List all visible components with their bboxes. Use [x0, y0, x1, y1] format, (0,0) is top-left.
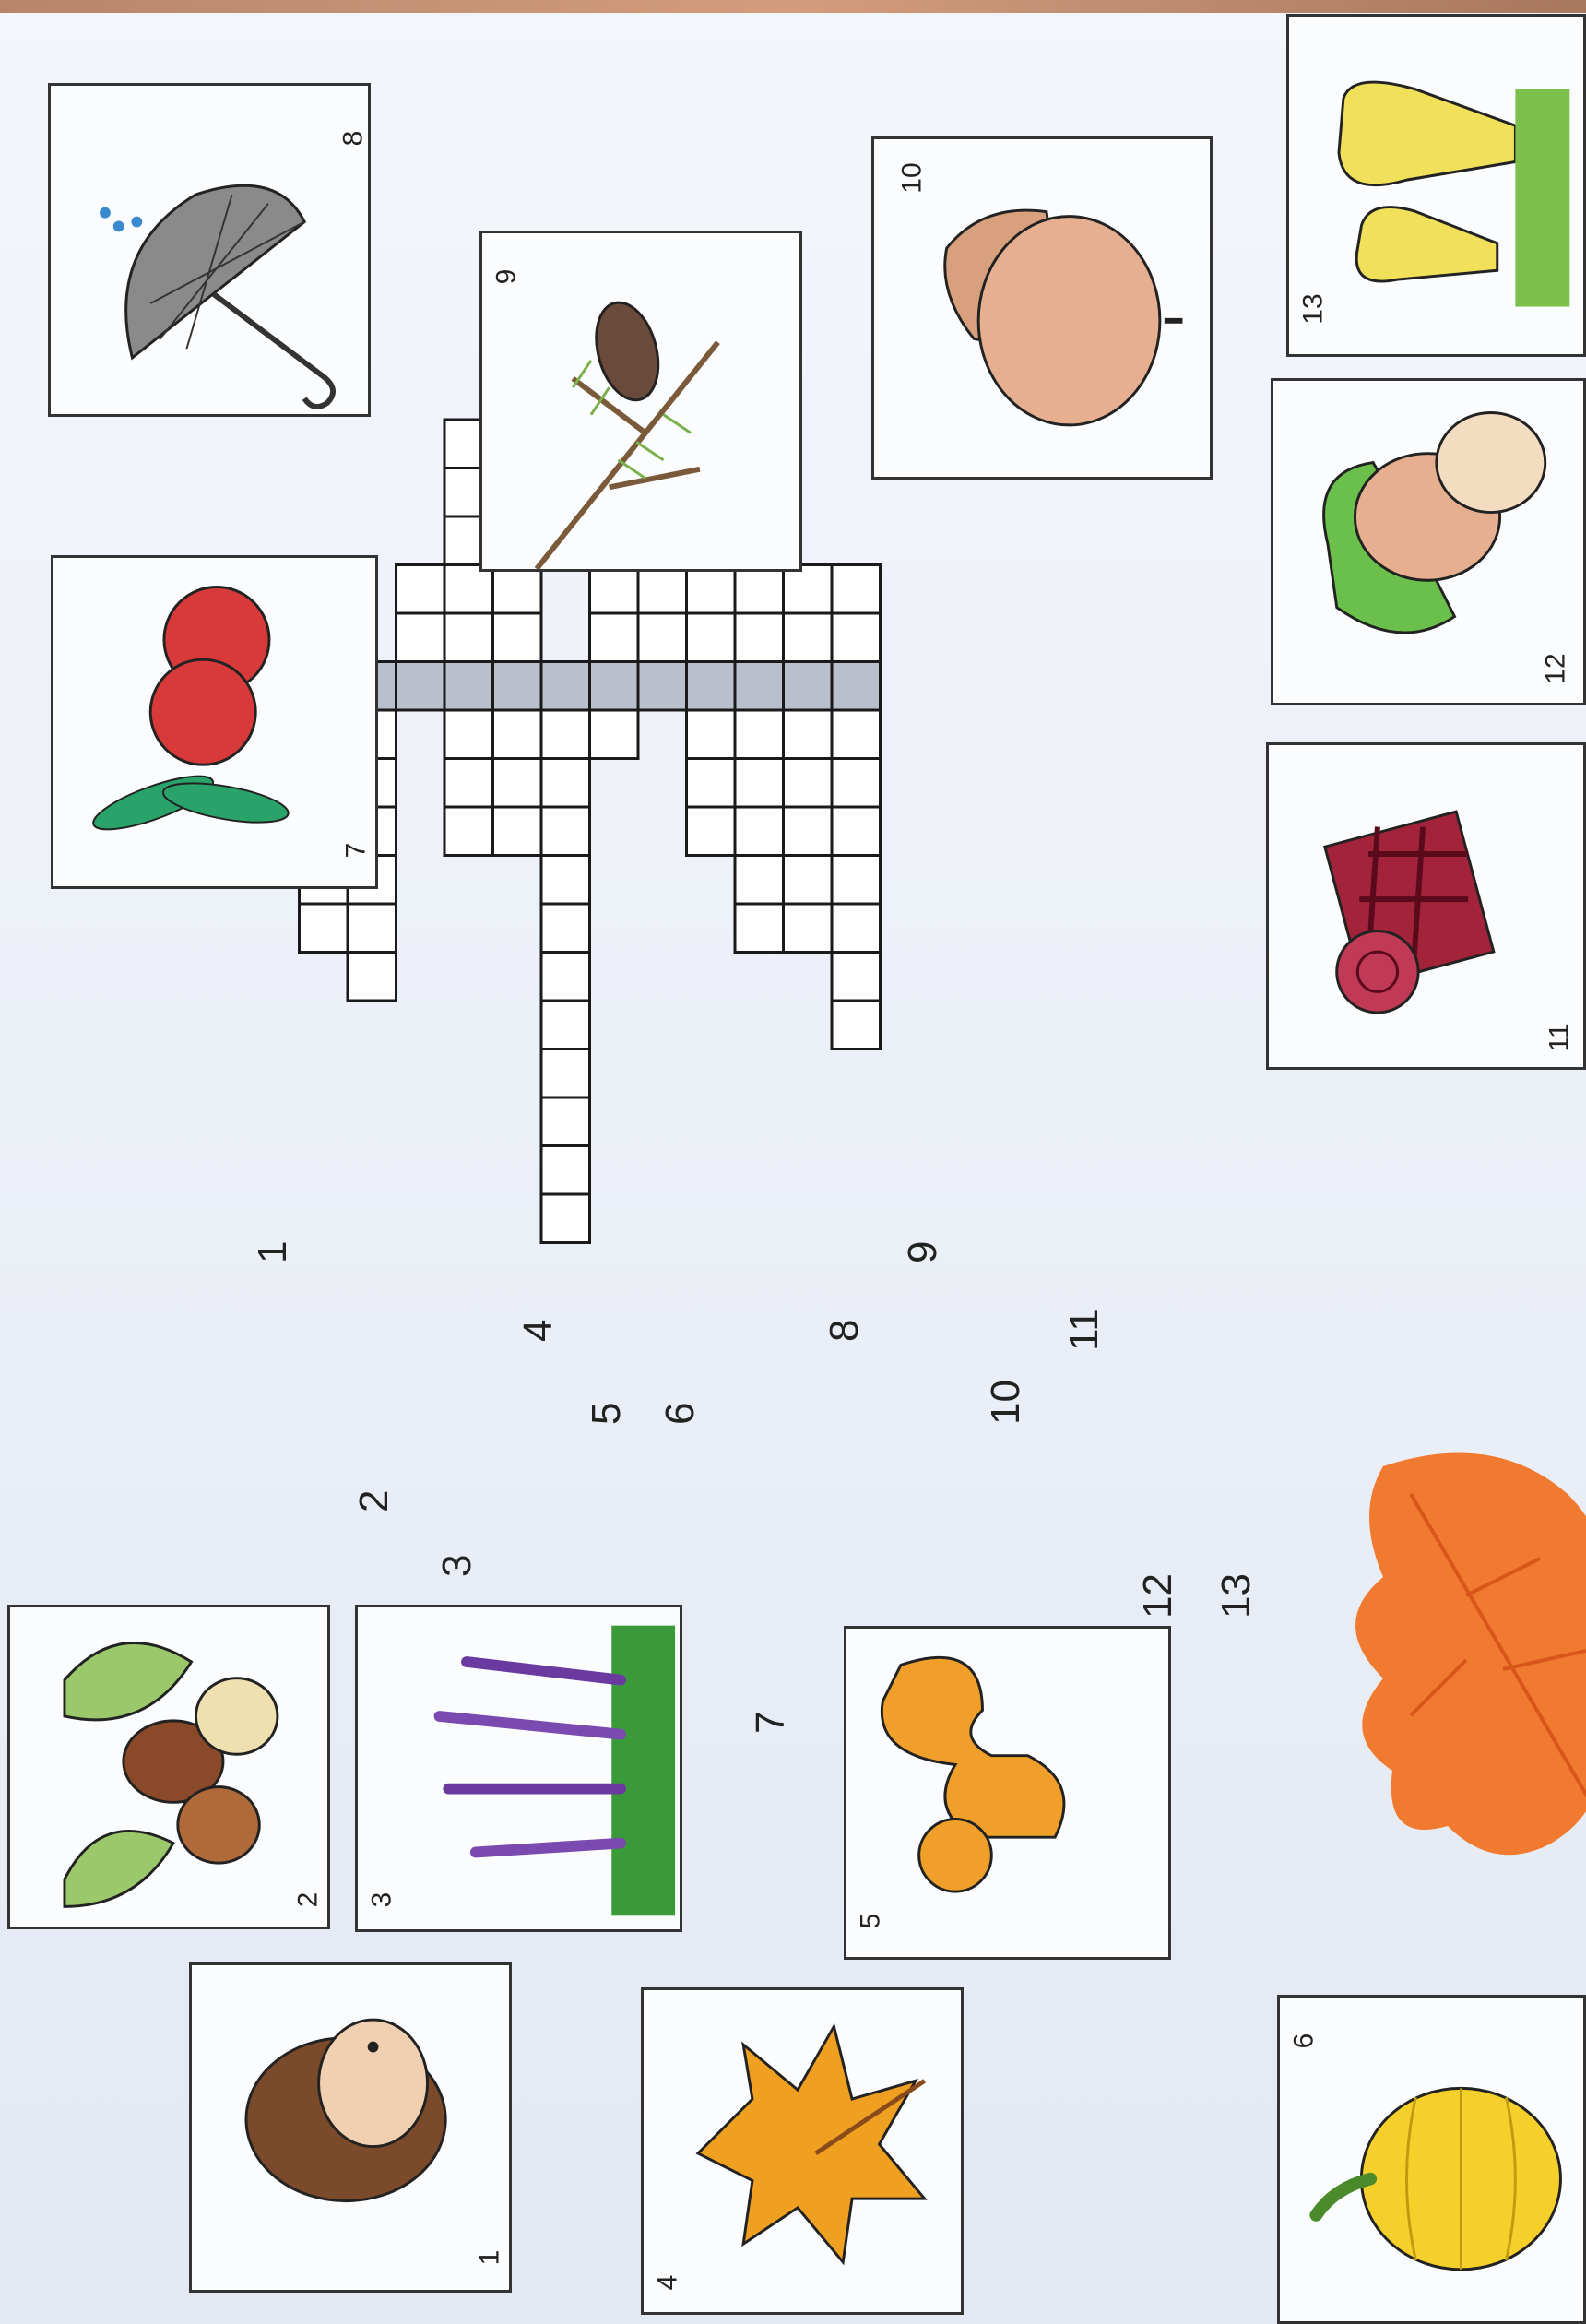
- crossword-cell[interactable]: [784, 565, 833, 614]
- hazelnuts-icon: [10, 1607, 327, 1927]
- crossword-cell[interactable]: [541, 1097, 590, 1146]
- clue-number-4: 4: [515, 1319, 561, 1342]
- oak-leaf-decoration: [1328, 1439, 1586, 1863]
- clue-number-3: 3: [434, 1554, 479, 1577]
- card-number: 2: [292, 1891, 324, 1908]
- crossword-cell[interactable]: [493, 662, 542, 711]
- clue-number-11: 11: [1061, 1309, 1107, 1351]
- card-number: 7: [340, 842, 372, 859]
- picture-card-5: [844, 1626, 1171, 1960]
- crossword-cell[interactable]: [784, 662, 833, 711]
- clue-number-1: 1: [250, 1240, 295, 1263]
- crossword-cell[interactable]: [687, 613, 736, 662]
- scarf-icon: [1269, 745, 1583, 1067]
- crossword-cell[interactable]: [784, 807, 833, 856]
- picture-card-2: [7, 1605, 330, 1929]
- crossword-cell[interactable]: [541, 759, 590, 808]
- picture-card-3: [355, 1605, 682, 1932]
- crossword-cell[interactable]: [638, 565, 687, 614]
- crossword-cell[interactable]: [735, 807, 784, 856]
- card-number: 8: [337, 130, 369, 147]
- card-number: 1: [474, 2249, 505, 2266]
- crossword-cell[interactable]: [541, 904, 590, 953]
- card-number: 11: [1544, 1023, 1575, 1052]
- umbrella-icon: [51, 86, 368, 414]
- crossword-cell[interactable]: [735, 565, 784, 614]
- crossword-cell[interactable]: [493, 565, 542, 614]
- crossword-cell[interactable]: [541, 710, 590, 759]
- crossword-cell[interactable]: [832, 710, 881, 759]
- pine-branch-icon: [482, 233, 799, 569]
- picture-card-10: [871, 136, 1213, 480]
- crossword-cell[interactable]: [541, 807, 590, 856]
- crossword-cell[interactable]: [541, 1049, 590, 1098]
- crossword-cell[interactable]: [348, 904, 396, 953]
- squirrel-icon: [846, 1629, 1168, 1957]
- crossword-cell[interactable]: [541, 1194, 590, 1243]
- crossword-cell[interactable]: [687, 662, 736, 711]
- crossword-cell[interactable]: [832, 565, 881, 614]
- crossword-cell[interactable]: [784, 613, 833, 662]
- picture-card-11: [1266, 742, 1586, 1070]
- picture-card-13: [1286, 14, 1586, 357]
- crossword-cell[interactable]: [493, 613, 542, 662]
- card-number: 12: [1540, 653, 1571, 684]
- acorn-icon: [874, 139, 1210, 477]
- crossword-cell[interactable]: [590, 565, 639, 614]
- crossword-cell[interactable]: [687, 807, 736, 856]
- picture-card-7: [51, 555, 378, 889]
- crossword-cell[interactable]: [444, 710, 493, 759]
- card-number: 9: [491, 268, 522, 285]
- hedgehog-icon: [192, 1965, 509, 2290]
- clue-number-5: 5: [584, 1402, 629, 1425]
- crossword-cell[interactable]: [832, 613, 881, 662]
- crossword-cell[interactable]: [541, 1001, 590, 1049]
- crossword-cell[interactable]: [687, 710, 736, 759]
- clue-number-6: 6: [657, 1402, 703, 1425]
- crossword-cell[interactable]: [444, 807, 493, 856]
- maple-leaf-icon: [644, 1990, 961, 2312]
- crossword-cell[interactable]: [444, 662, 493, 711]
- crossword-cell[interactable]: [444, 613, 493, 662]
- card-number: 5: [855, 1913, 886, 1929]
- picture-card-8: [48, 83, 371, 417]
- crossword-cell[interactable]: [832, 904, 881, 953]
- crossword-cell[interactable]: [832, 807, 881, 856]
- crossword-cell[interactable]: [832, 662, 881, 711]
- crossword-cell[interactable]: [590, 662, 639, 711]
- crossword-cell[interactable]: [832, 759, 881, 808]
- crossword-cell[interactable]: [493, 710, 542, 759]
- crossword-cell[interactable]: [590, 710, 639, 759]
- clue-number-12: 12: [1135, 1573, 1180, 1618]
- picture-card-12: [1271, 378, 1586, 706]
- crossword-cell[interactable]: [687, 565, 736, 614]
- card-number: 10: [896, 162, 928, 194]
- crossword-cell[interactable]: [396, 565, 445, 614]
- pumpkin-icon: [1280, 1998, 1583, 2321]
- crossword-cell[interactable]: [541, 953, 590, 1002]
- card-number: 6: [1288, 2033, 1320, 2049]
- clue-number-10: 10: [983, 1380, 1028, 1425]
- chanterelle-mushroom-icon: [1289, 17, 1583, 354]
- crossword-cell[interactable]: [832, 856, 881, 905]
- crossword-cell[interactable]: [784, 759, 833, 808]
- crossword-cell[interactable]: [396, 662, 445, 711]
- rowan-berries-icon: [53, 558, 375, 886]
- clue-number-13: 13: [1213, 1573, 1259, 1618]
- crossword-cell[interactable]: [735, 662, 784, 711]
- crossword-cell[interactable]: [687, 759, 736, 808]
- card-number: 4: [652, 2274, 683, 2291]
- clue-number-8: 8: [822, 1319, 867, 1342]
- crossword-cell[interactable]: [348, 953, 396, 1002]
- crossword-cell[interactable]: [638, 613, 687, 662]
- crossword-cell[interactable]: [396, 613, 445, 662]
- clue-number-7: 7: [748, 1711, 793, 1734]
- crossword-cell[interactable]: [300, 904, 349, 953]
- crossword-cell[interactable]: [832, 953, 881, 1002]
- picture-card-4: [641, 1987, 964, 2315]
- clue-number-2: 2: [351, 1489, 396, 1512]
- crossword-cell[interactable]: [784, 710, 833, 759]
- crossword-cell[interactable]: [735, 613, 784, 662]
- crossword-cell[interactable]: [735, 759, 784, 808]
- crossword-cell[interactable]: [784, 904, 833, 953]
- crossword-cell[interactable]: [493, 759, 542, 808]
- picture-card-9: [479, 231, 802, 572]
- heather-flowers-icon: [358, 1607, 680, 1929]
- card-number: 3: [366, 1891, 397, 1908]
- crossword-cell[interactable]: [784, 856, 833, 905]
- crossword-cell[interactable]: [638, 662, 687, 711]
- crossword-cell[interactable]: [735, 904, 784, 953]
- crossword-cell[interactable]: [590, 613, 639, 662]
- crossword-cell[interactable]: [735, 856, 784, 905]
- crossword-cell[interactable]: [444, 759, 493, 808]
- card-number: 13: [1297, 293, 1329, 325]
- picture-card-1: [189, 1962, 512, 2293]
- clue-number-9: 9: [900, 1240, 945, 1263]
- picture-card-6: [1277, 1995, 1586, 2324]
- crossword-cell[interactable]: [541, 662, 590, 711]
- crossword-cell[interactable]: [493, 807, 542, 856]
- crossword-cell[interactable]: [832, 1001, 881, 1049]
- crossword-cell[interactable]: [541, 1146, 590, 1195]
- crossword-cell[interactable]: [444, 565, 493, 614]
- crossword-cell[interactable]: [541, 856, 590, 905]
- chestnut-icon: [1273, 381, 1583, 703]
- crossword-cell[interactable]: [735, 710, 784, 759]
